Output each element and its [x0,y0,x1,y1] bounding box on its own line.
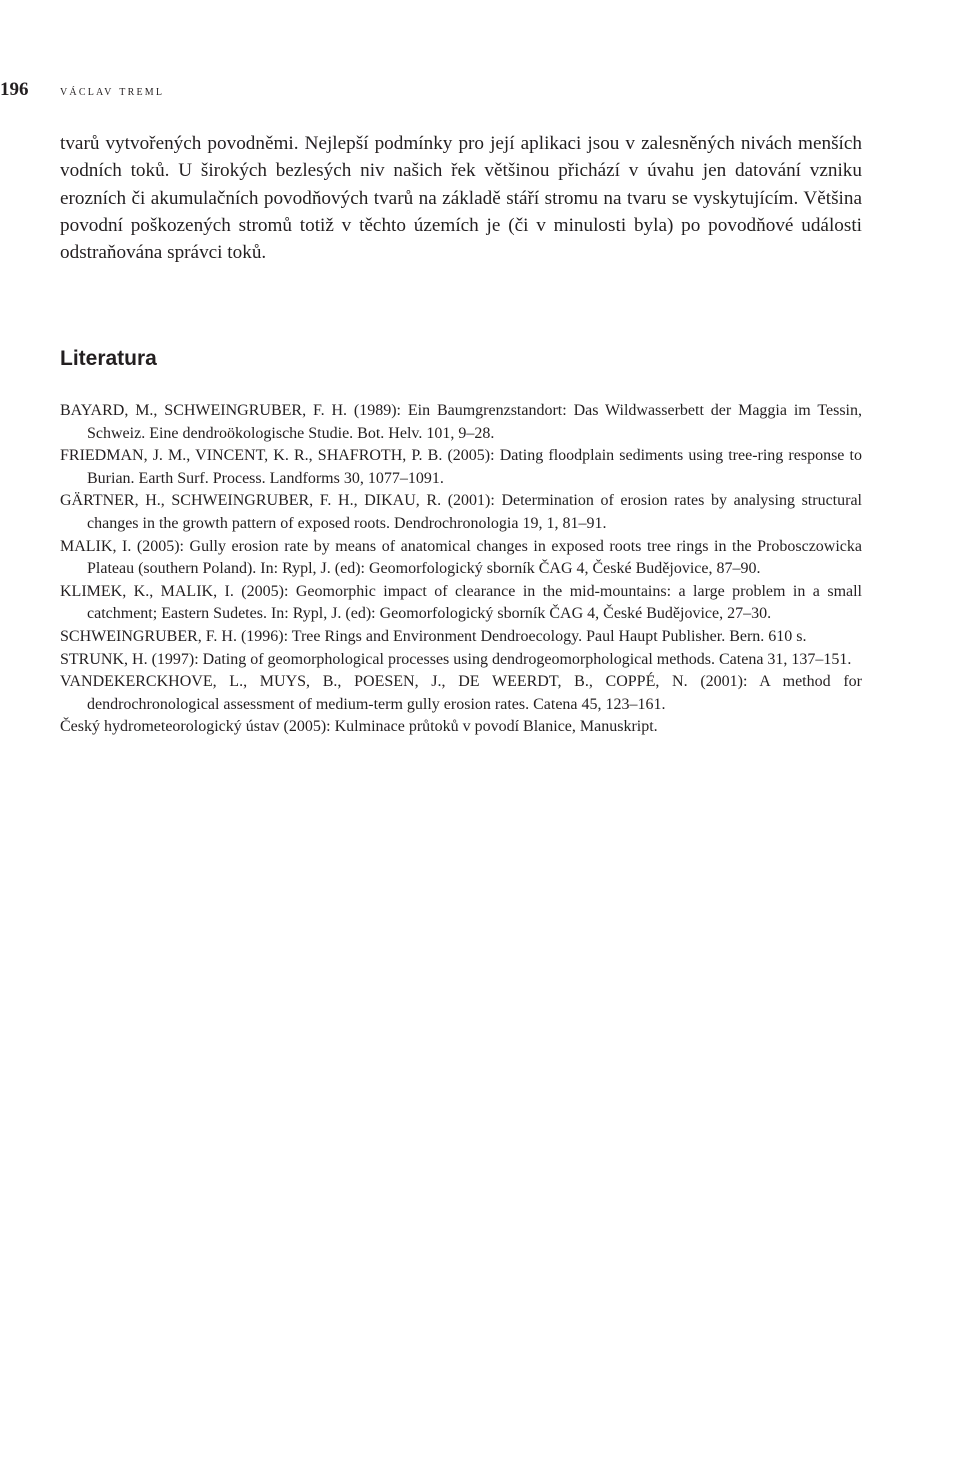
page-header [0,78,960,102]
reference-item: GÄRTNER, H., SCHWEINGRUBER, F. H., DIKAU, R. (2001): Determination of erosion rates by analysing structural changes in the growth pattern of exposed roots. Dendrochronologia 19, 1, 81–91. [60,492,862,532]
body-paragraph: tvarů vytvořených povodněmi. Nejlepší podmínky pro její aplikaci jsou v zalesněných nivách menších vodních toků. U širokých bezlesých niv našich řek většinou přichází v úvahu jen datování vzniku erozních či akumulačních povodňových tvarů na základě stáří stromu na tvaru se vyskytujícím. Většina povodní poškozených stromů totiž v těchto územích je (či v minulosti byla) po povodňové události odstraňována správci toků. [60,133,862,264]
reference-list [60,400,862,739]
literature-heading: Literatura [60,347,157,370]
running-head-author: václav treml [60,84,165,99]
reference-item: KLIMEK, K., MALIK, I. (2005): Geomorphic impact of clearance in the mid-mountains: a large problem in a small catchment; Eastern Sudetes. In: Rypl, J. (ed): Geomorfologický sborník ČAG 4, České Budějovice, 27–30. [60,582,862,623]
page-number: 196 [0,79,29,100]
reference-item: FRIEDMAN, J. M., VINCENT, K. R., SHAFROTH, P. B. (2005): Dating floodplain sediments using tree-ring response to Burian. Earth Surf. Process. Landforms 30, 1077–1091. [60,447,862,487]
reference-item: VANDEKERCKHOVE, L., MUYS, B., POESEN, J., DE WEERDT, B., COPPÉ, N. (2001): A method for dendrochronological assessment of medium-term gully erosion rates. Catena 45, 123–161. [60,673,862,713]
reference-item: SCHWEINGRUBER, F. H. (1996): Tree Rings and Environment Dendroecology. Paul Haupt Publisher. Bern. 610 s. [60,627,807,645]
reference-item: MALIK, I. (2005): Gully erosion rate by means of anatomical changes in exposed roots tree rings in the Probosczowicka Plateau (southern Poland). In: Rypl, J. (ed): Geomorfologický sborník ČAG 4, České Budějovice, 87–90. [60,537,862,578]
reference-item: Český hydrometeorologický ústav (2005): Kulminace průtoků v povodí Blanice, Manuskript. [60,718,658,736]
reference-item: BAYARD, M., SCHWEINGRUBER, F. H. (1989): Ein Baumgrenzstandort: Das Wildwasserbett der Maggia im Tessin, Schweiz. Eine dendroökologische Studie. Bot. Helv. 101, 9–28. [60,402,862,442]
reference-item: STRUNK, H. (1997): Dating of geomorphological processes using dendrogeomorphological methods. Catena 31, 137–151. [60,650,852,668]
